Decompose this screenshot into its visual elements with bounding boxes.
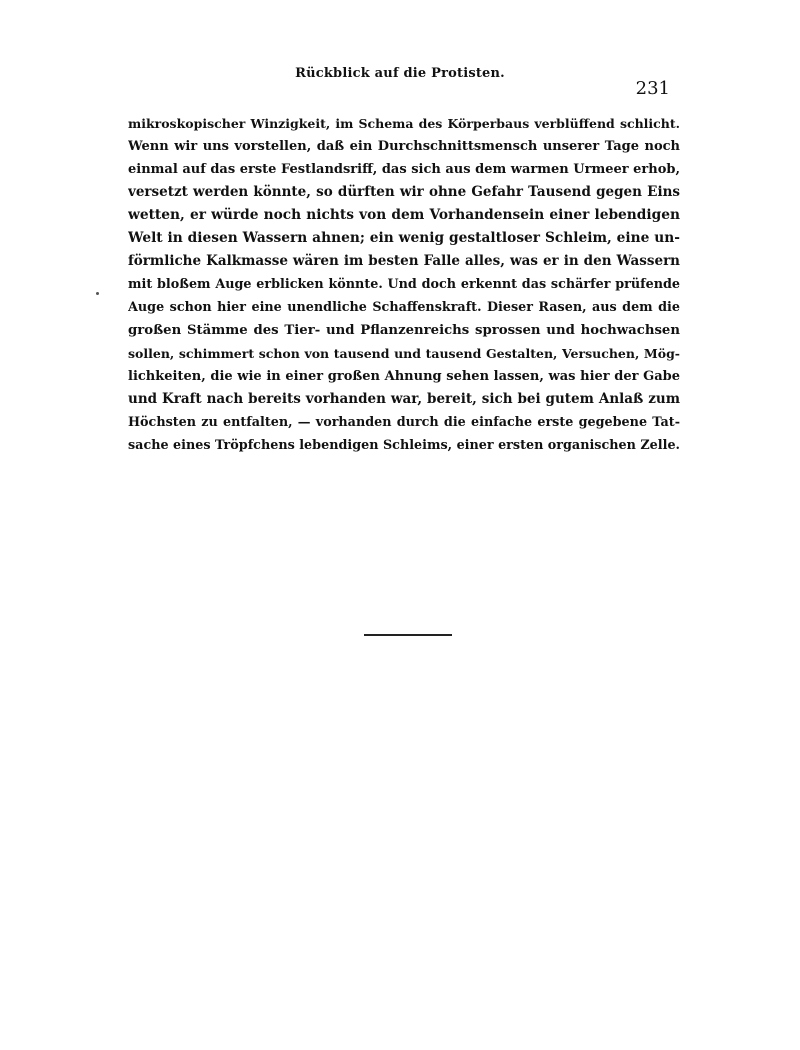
- text-line: Welt in diesen Wassern ahnen; ein wenig gestaltloser Schleim, eine un-: [128, 230, 680, 246]
- text-line: Wenn wir uns vorstellen, daß ein Durchschnittsmensch unserer Tage noch: [128, 139, 680, 154]
- end-rule-divider: [364, 634, 452, 636]
- text-line: sollen, schimmert schon von tausend und tausend Gestalten, Versuchen, Mög-: [128, 346, 680, 361]
- text-line: und Kraft nach bereits vorhanden war, bereit, sich bei gutem Anlaß zum: [128, 391, 680, 407]
- text-line: Auge schon hier eine unendliche Schaffenskraft. Dieser Rasen, aus dem die: [128, 300, 680, 315]
- text-line: wetten, er würde noch nichts von dem Vorhandensein einer lebendigen: [128, 207, 680, 223]
- text-line: mit bloßem Auge erblicken könnte. Und doch erkennt das schärfer prüfende: [128, 277, 680, 292]
- text-line: förmliche Kalkmasse wären im besten Falle alles, was er in den Wassern: [128, 253, 680, 269]
- body-paragraph: [128, 112, 680, 457]
- text-line: versetzt werden könnte, so dürften wir ohne Gefahr Tausend gegen Eins: [128, 184, 680, 200]
- text-line: Höchsten zu entfalten, — vorhanden durch die einfache erste gegebene Tat-: [128, 415, 680, 430]
- text-line: sache eines Tröpfchens lebendigen Schleims, einer ersten organischen Zelle.: [128, 438, 680, 453]
- running-head: Rückblick auf die Protisten.: [295, 66, 505, 81]
- text-line: einmal auf das erste Festlandsriff, das sich aus dem warmen Urmeer erhob,: [128, 162, 680, 177]
- text-line: mikroskopischer Winzigkeit, im Schema des Körperbaus verblüffend schlicht.: [128, 116, 680, 131]
- text-line: lichkeiten, die wie in einer großen Ahnung sehen lassen, was hier der Gabe: [128, 369, 680, 384]
- page-number: 231: [635, 78, 670, 99]
- margin-speck: [96, 292, 99, 295]
- text-line: großen Stämme des Tier- und Pflanzenreichs sprossen und hochwachsen: [128, 323, 680, 338]
